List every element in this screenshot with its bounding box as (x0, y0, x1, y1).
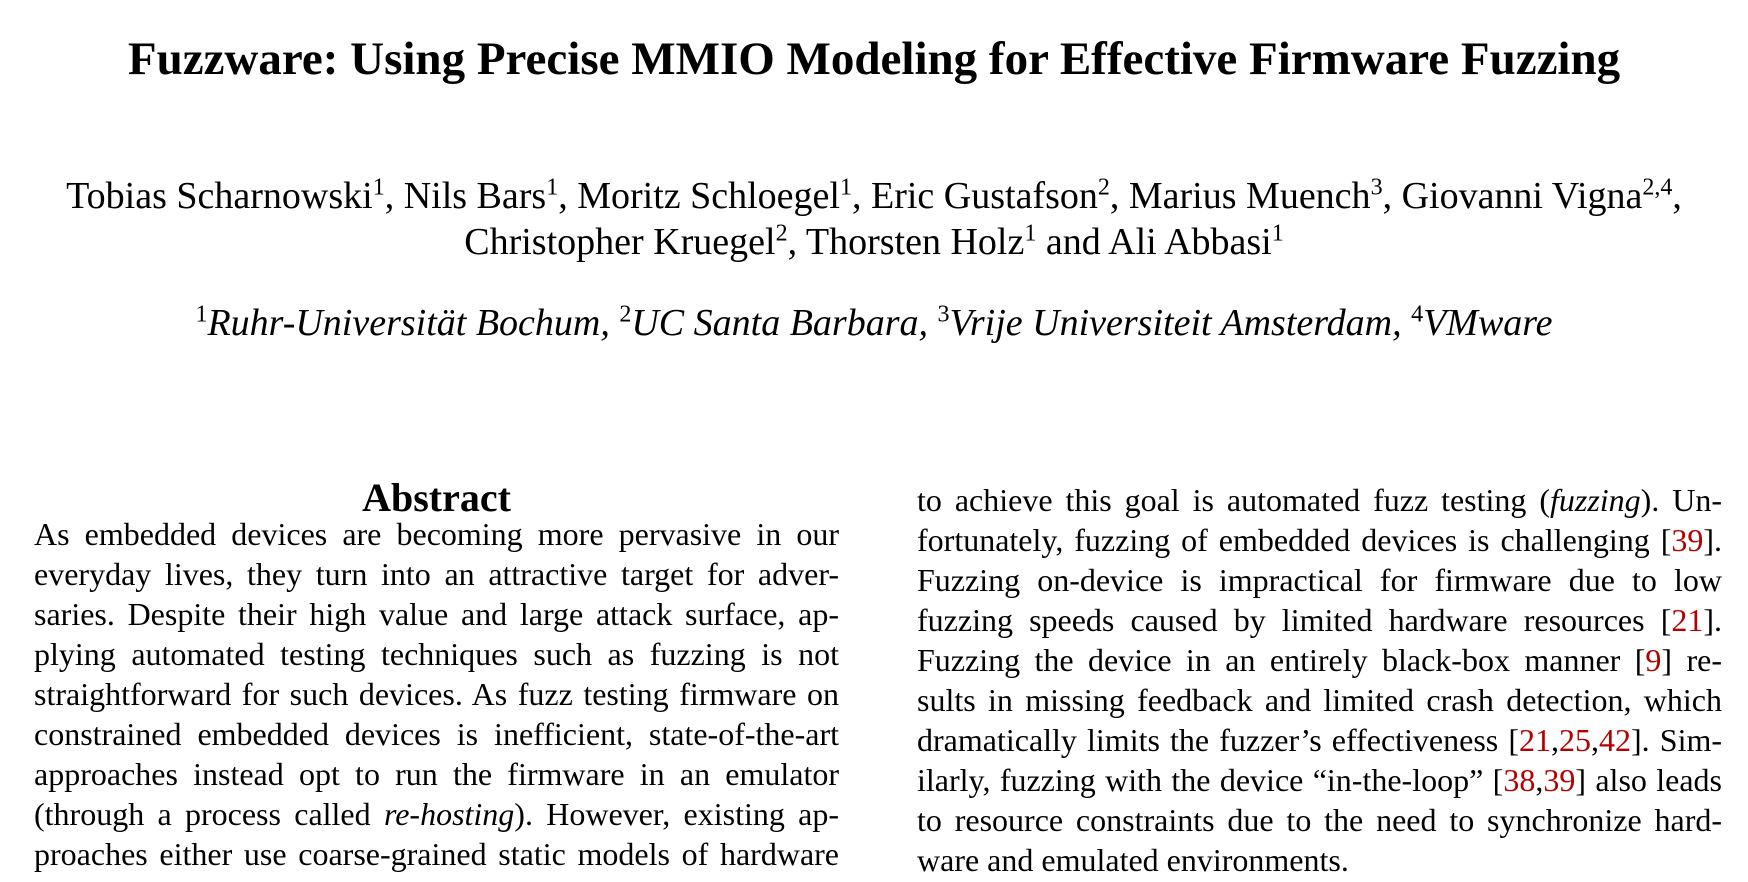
text-run: to achieve this goal is automated fuzz testing ( (917, 482, 1550, 518)
abstract-line (34, 794, 839, 834)
author-separator: , (1672, 175, 1682, 217)
author-name: Moritz Schloegel (577, 175, 840, 217)
body-line (917, 520, 1722, 560)
emphasis-text: re-hosting (383, 796, 515, 832)
emphasis-text: fuzzing (1549, 482, 1641, 518)
author-affil-sup: 2,4 (1642, 174, 1673, 201)
author-line-1 (0, 173, 1748, 219)
author-affil-sup: 1 (839, 174, 852, 201)
text-run: (through a process called (34, 796, 384, 832)
author-affil-sup: 1 (546, 174, 559, 201)
abstract-line: plying automated testing techniques such as fuzzing is not (34, 636, 839, 672)
body-line: Fuzzing on-device is impractical for firmware due to low (917, 562, 1722, 598)
abstract-body (34, 514, 839, 874)
text-run: ]. (1703, 522, 1722, 558)
text-run: , (1535, 762, 1544, 798)
abstract-heading: Abstract (362, 475, 511, 520)
affiliation-list (0, 300, 1748, 346)
text-run: ]. Sim- (1631, 722, 1723, 758)
affil-sup: 4 (1411, 301, 1424, 328)
author-name: Christopher Kruegel (464, 221, 776, 263)
author-affil-sup: 2 (1097, 174, 1110, 201)
affiliation: VMware (1423, 302, 1553, 344)
affil-sup: 3 (937, 301, 950, 328)
author-affil-sup: 1 (1024, 220, 1037, 247)
author-name: Tobias Scharnowski (66, 175, 373, 217)
author-line-2 (0, 219, 1748, 265)
author-list (0, 173, 1748, 265)
text-run: fuzzing speeds caused by limited hardware resources [ (917, 602, 1672, 638)
body-line (917, 600, 1722, 640)
author-name: Eric Gustafson (870, 175, 1098, 217)
text-run: ). However, existing ap- (514, 796, 840, 832)
citation-link[interactable]: 42 (1599, 722, 1632, 758)
body-line: ware and emulated environments. (917, 842, 1349, 878)
abstract-line: saries. Despite their high value and large attack surface, ap- (34, 596, 839, 632)
author-separator: , (851, 175, 871, 217)
author-separator: , (558, 175, 578, 217)
text-run: ilarly, fuzzing with the device “in-the-loop” [ (917, 762, 1504, 798)
author-affil-sup: 3 (1370, 174, 1383, 201)
intro-column (917, 480, 1722, 880)
author-name: Ali Abbasi (1108, 221, 1272, 263)
author-separator: , (1109, 175, 1129, 217)
affiliation: Vrije Universiteit Amsterdam, (949, 302, 1412, 344)
author-name: Marius Muench (1128, 175, 1371, 217)
author-name: Nils Bars (403, 175, 547, 217)
text-run: fortunately, fuzzing of embedded devices is challenging [ (917, 522, 1672, 558)
text-run: , (1591, 722, 1600, 758)
text-run: Fuzzing the device in an entirely black-box manner [ (917, 642, 1646, 678)
author-separator: and (1036, 221, 1109, 263)
body-line: sults in missing feedback and limited crash detection, which (917, 682, 1722, 718)
citation-link[interactable]: 21 (1519, 722, 1552, 758)
abstract-line: As embedded devices are becoming more pervasive in our (34, 516, 839, 552)
body-line: to resource constraints due to the need to synchronize hard- (917, 802, 1722, 838)
text-run: ] re- (1661, 642, 1723, 678)
affiliation: Ruhr-Universität Bochum, (207, 302, 620, 344)
text-run: , (1551, 722, 1560, 758)
author-affil-sup: 1 (1271, 220, 1284, 247)
text-run: ]. (1703, 602, 1722, 638)
citation-link[interactable]: 38 (1503, 762, 1536, 798)
citation-link[interactable]: 9 (1645, 642, 1662, 678)
affil-sup: 2 (619, 301, 632, 328)
citation-link[interactable]: 25 (1559, 722, 1592, 758)
abstract-line: approaches instead opt to run the firmware in an emulator (34, 756, 839, 792)
paper-title: Fuzzware: Using Precise MMIO Modeling for Effective Firmware Fuzzing (127, 33, 1621, 85)
text-run: dramatically limits the fuzzer’s effectiveness [ (917, 722, 1520, 758)
citation-link[interactable]: 39 (1543, 762, 1576, 798)
affil-sup: 1 (195, 301, 208, 328)
author-name: Giovanni Vigna (1401, 175, 1643, 217)
abstract-line: everyday lives, they turn into an attractive target for adver- (34, 556, 839, 592)
body-line (917, 480, 1722, 520)
body-line (917, 720, 1722, 760)
body-line (917, 640, 1722, 680)
abstract-line: proaches either use coarse-grained static models of hardware (34, 836, 839, 872)
author-separator: , (787, 221, 806, 263)
author-separator: , (384, 175, 404, 217)
body-line (917, 760, 1722, 800)
author-affil-sup: 1 (372, 174, 385, 201)
text-run: ). Un- (1640, 482, 1722, 518)
author-name: Thorsten Holz (805, 221, 1025, 263)
text-run: ] also leads (1575, 762, 1723, 798)
author-affil-sup: 2 (775, 220, 788, 247)
affiliation: UC Santa Barbara, (631, 302, 938, 344)
abstract-line: constrained embedded devices is inefficient, state-of-the-art (34, 716, 839, 752)
author-separator: , (1382, 175, 1402, 217)
citation-link[interactable]: 39 (1671, 522, 1704, 558)
abstract-line: straightforward for such devices. As fuzz testing firmware on (34, 676, 839, 712)
citation-link[interactable]: 21 (1671, 602, 1704, 638)
